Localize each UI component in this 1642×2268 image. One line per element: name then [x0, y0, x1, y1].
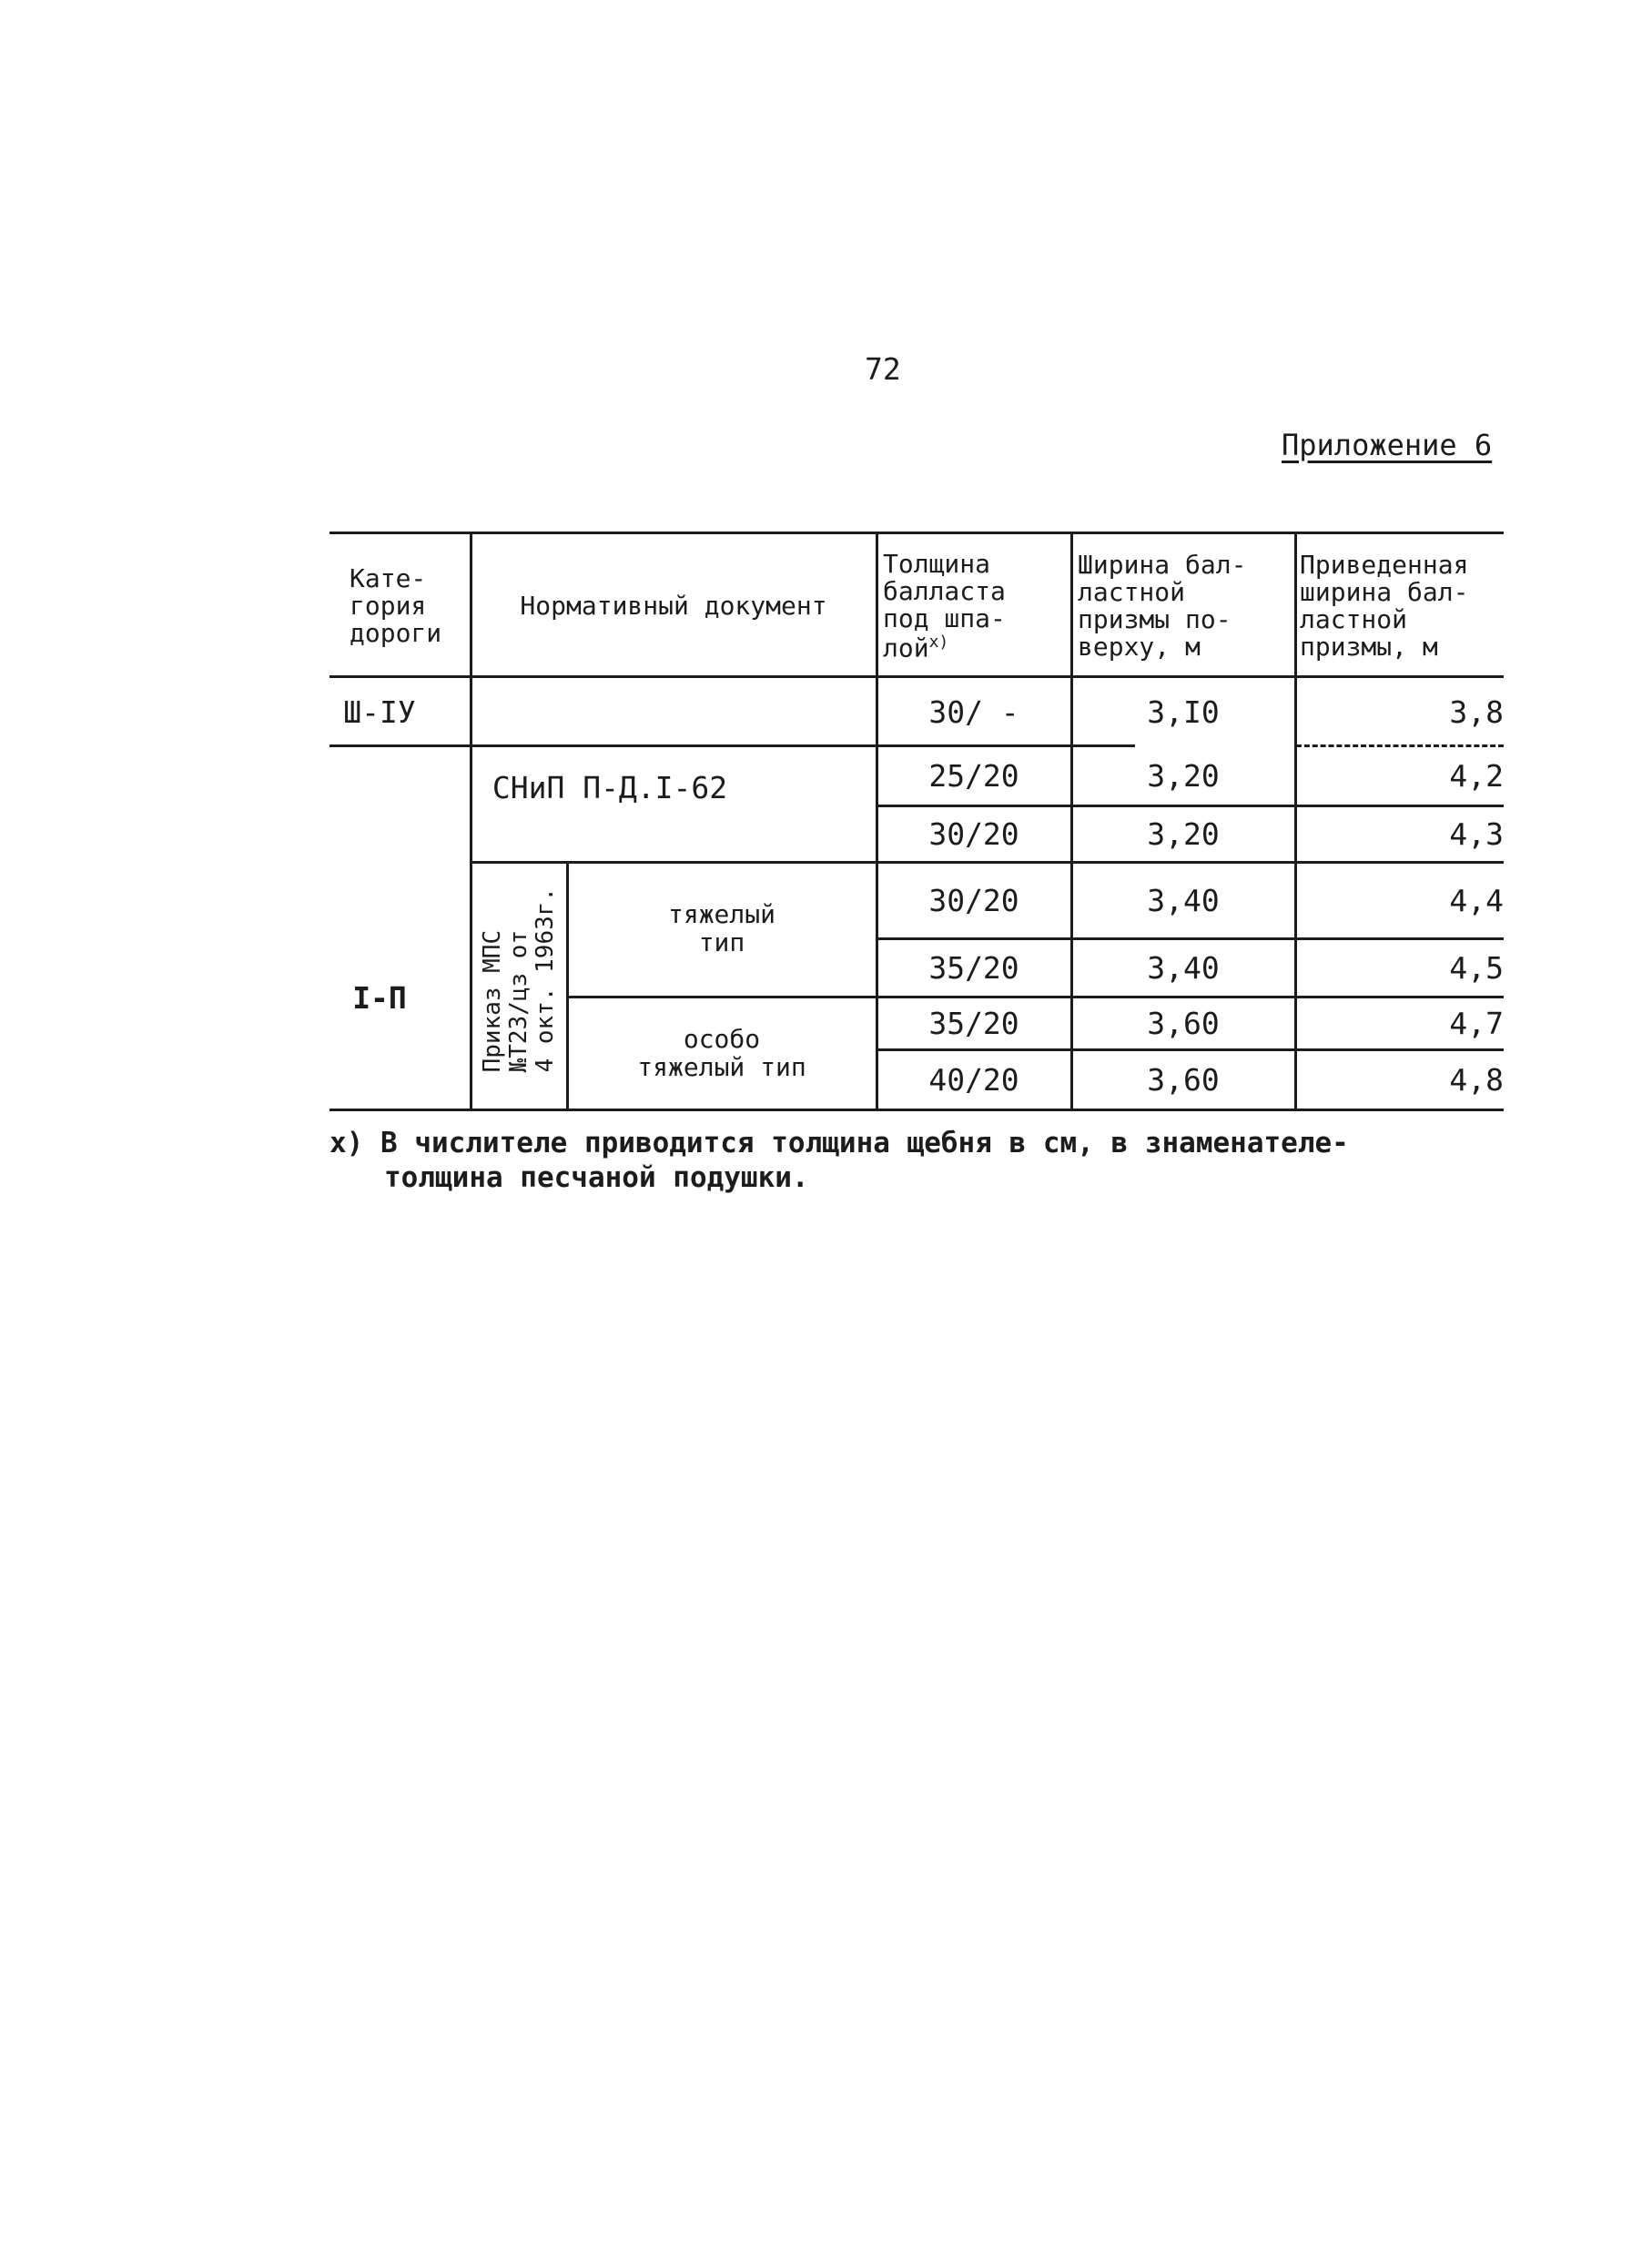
appendix-label: Приложение 6 — [1282, 428, 1493, 462]
reduced-width-cell: 4,3 — [1449, 816, 1504, 852]
table-bottom-rule — [329, 1109, 1504, 1111]
heavy-type: тяжелый тип — [667, 899, 775, 957]
column-rule — [1070, 532, 1073, 1110]
reduced-width-cell: 3,8 — [1449, 694, 1504, 730]
category-i-ii: I-П — [352, 979, 407, 1016]
reduced-width-cell: 4,2 — [1449, 758, 1504, 794]
thickness-cell: 35/20 — [928, 1006, 1019, 1041]
extra-heavy-type: особо тяжелый тип — [637, 1024, 806, 1082]
header-reduced-width: Приведенная ширина бал- ластной призмы, м — [1300, 549, 1469, 663]
column-rule — [876, 532, 878, 1110]
width-cell: 3,40 — [1147, 950, 1220, 986]
thickness-cell: 35/20 — [928, 950, 1019, 986]
reduced-width-cell: 4,5 — [1449, 950, 1504, 986]
page-number: 72 — [865, 351, 901, 387]
column-rule — [1294, 532, 1297, 1110]
table-top-rule — [329, 532, 1504, 534]
thickness-cell: 30/20 — [928, 816, 1019, 852]
width-cell: 3,20 — [1147, 816, 1220, 852]
header-bottom-rule — [329, 675, 1504, 678]
width-cell: 3,60 — [1147, 1006, 1220, 1041]
thickness-cell: 25/20 — [928, 758, 1019, 794]
footnote-line-1: х) В числителе приводится толщина щебня в см, в знаменателе- — [329, 1127, 1349, 1159]
header-category: Кате- гория дороги — [350, 562, 442, 649]
width-cell: 3,60 — [1147, 1062, 1220, 1098]
width-cell: 3,I0 — [1147, 694, 1220, 730]
thickness-cell: 40/20 — [928, 1062, 1019, 1098]
reduced-width-cell: 4,7 — [1449, 1006, 1504, 1041]
category-iii-iv: Ш-IУ — [343, 694, 416, 730]
width-cell: 3,40 — [1147, 883, 1220, 918]
snip-document: СНиП П-Д.I-62 — [492, 769, 728, 805]
reduced-width-cell: 4,4 — [1449, 883, 1504, 918]
thickness-cell: 30/ - — [928, 694, 1019, 730]
thickness-cell: 30/20 — [928, 883, 1019, 918]
header-document: Нормативный документ — [520, 590, 827, 621]
mps-order: Приказ МПС №Т23/цз от 4 окт. 1963г. — [479, 886, 560, 1073]
footnote — [329, 1127, 1513, 1196]
reduced-width-cell: 4,8 — [1449, 1062, 1504, 1098]
width-cell: 3,20 — [1147, 758, 1220, 794]
header-width: Ширина бал- ластной призмы по- верху, м — [1078, 549, 1247, 663]
header-thickness: Толщина балласта под шпа- лой$^{х)}$ — [883, 548, 1006, 663]
footnote-line-2: толщина песчаной подушки. — [384, 1160, 809, 1194]
